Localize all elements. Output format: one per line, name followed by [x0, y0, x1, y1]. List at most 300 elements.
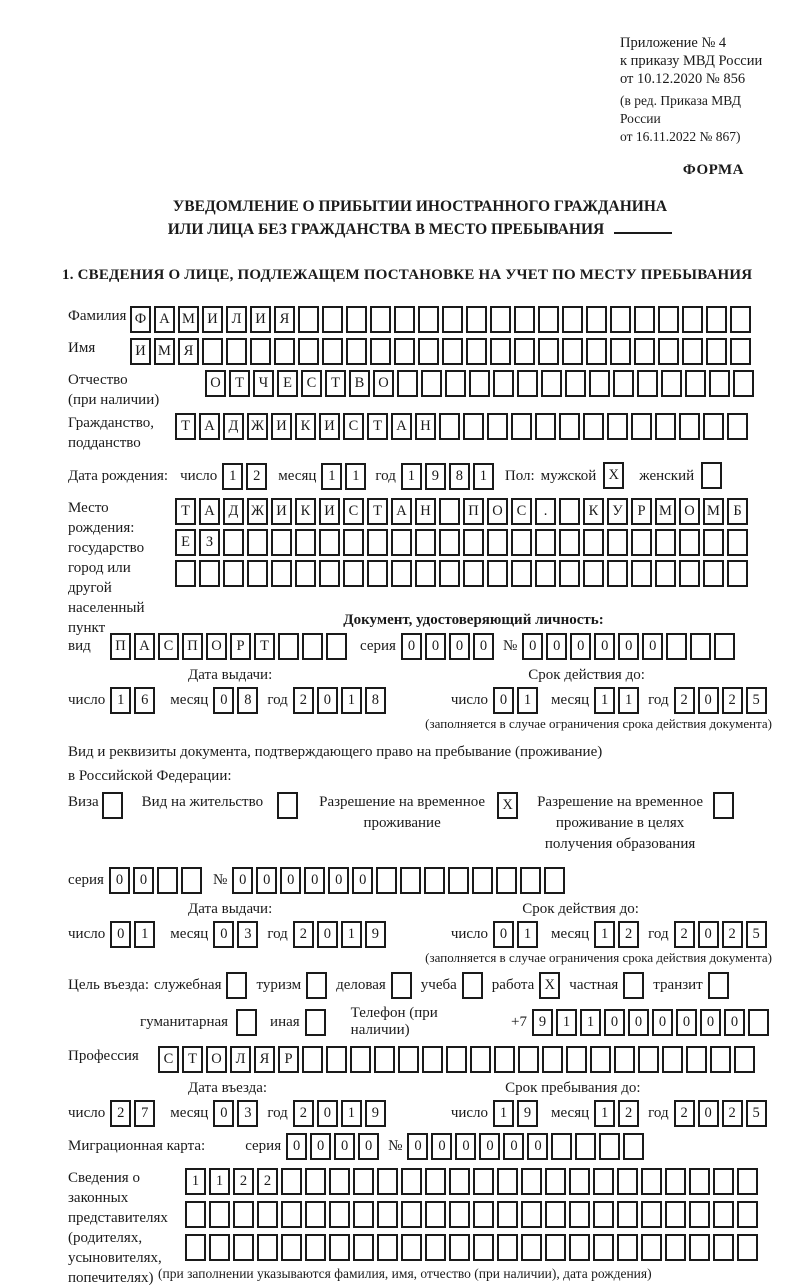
char-cell[interactable] [487, 560, 508, 587]
char-cell[interactable] [542, 1046, 563, 1073]
char-cell[interactable]: 0 [570, 633, 591, 660]
char-cell[interactable] [466, 338, 487, 365]
char-cell[interactable] [400, 867, 421, 894]
char-cell[interactable]: Б [727, 498, 748, 525]
char-cell[interactable] [583, 529, 604, 556]
char-cell[interactable] [665, 1168, 686, 1195]
char-cell[interactable] [569, 1234, 590, 1261]
checkbox-cell[interactable] [391, 972, 412, 999]
char-cell[interactable]: 0 [479, 1133, 500, 1160]
char-cell[interactable] [391, 529, 412, 556]
char-cell[interactable] [607, 529, 628, 556]
char-cell[interactable] [295, 560, 316, 587]
char-cell[interactable]: 1 [321, 463, 342, 490]
char-cell[interactable] [514, 306, 535, 333]
char-cell[interactable] [449, 1201, 470, 1228]
char-cell[interactable] [679, 529, 700, 556]
char-cell[interactable] [730, 306, 751, 333]
char-cell[interactable] [421, 370, 442, 397]
char-cell[interactable]: 7 [134, 1100, 155, 1127]
char-cell[interactable]: 0 [352, 867, 373, 894]
char-cell[interactable]: 0 [328, 867, 349, 894]
char-cell[interactable]: 1 [594, 1100, 615, 1127]
char-cell[interactable] [682, 306, 703, 333]
char-cell[interactable] [490, 338, 511, 365]
char-cell[interactable]: О [206, 633, 227, 660]
char-cell[interactable]: 9 [425, 463, 446, 490]
char-cell[interactable] [518, 1046, 539, 1073]
char-cell[interactable] [346, 306, 367, 333]
char-cell[interactable] [401, 1168, 422, 1195]
char-cell[interactable] [733, 370, 754, 397]
char-cell[interactable]: 2 [257, 1168, 278, 1195]
char-cell[interactable] [305, 1234, 326, 1261]
char-cell[interactable] [679, 413, 700, 440]
char-cell[interactable]: 0 [431, 1133, 452, 1160]
char-cell[interactable] [535, 413, 556, 440]
char-cell[interactable] [298, 306, 319, 333]
char-cell[interactable]: Т [175, 498, 196, 525]
char-cell[interactable] [521, 1168, 542, 1195]
residence-permit-checkbox[interactable] [277, 792, 301, 819]
char-cell[interactable]: Т [182, 1046, 203, 1073]
char-cell[interactable]: . [535, 498, 556, 525]
char-cell[interactable] [463, 560, 484, 587]
char-cell[interactable]: Л [226, 306, 247, 333]
char-cell[interactable] [593, 1201, 614, 1228]
char-cell[interactable]: А [391, 498, 412, 525]
char-cell[interactable]: Д [223, 413, 244, 440]
char-cell[interactable]: М [178, 306, 199, 333]
char-cell[interactable] [520, 867, 541, 894]
char-cell[interactable] [445, 370, 466, 397]
char-cell[interactable]: 0 [358, 1133, 379, 1160]
char-cell[interactable] [538, 306, 559, 333]
char-cell[interactable]: А [199, 498, 220, 525]
char-cell[interactable] [586, 306, 607, 333]
char-cell[interactable] [397, 370, 418, 397]
char-cell[interactable]: О [373, 370, 394, 397]
char-cell[interactable]: 0 [286, 1133, 307, 1160]
char-cell[interactable]: Р [631, 498, 652, 525]
char-cell[interactable]: 0 [455, 1133, 476, 1160]
char-cell[interactable] [247, 560, 268, 587]
char-cell[interactable]: 0 [546, 633, 567, 660]
char-cell[interactable] [401, 1201, 422, 1228]
char-cell[interactable] [470, 1046, 491, 1073]
char-cell[interactable]: С [158, 1046, 179, 1073]
char-cell[interactable] [607, 560, 628, 587]
char-cell[interactable] [497, 1201, 518, 1228]
char-cell[interactable]: А [134, 633, 155, 660]
char-cell[interactable] [631, 529, 652, 556]
char-cell[interactable]: 9 [532, 1009, 553, 1036]
char-cell[interactable] [319, 529, 340, 556]
char-cell[interactable] [544, 867, 565, 894]
checkbox-cell[interactable] [277, 792, 298, 819]
checkbox-cell[interactable]: X [497, 792, 518, 819]
char-cell[interactable] [302, 1046, 323, 1073]
checkbox-cell[interactable] [102, 792, 123, 819]
edu-permit-checkbox[interactable] [713, 792, 737, 819]
char-cell[interactable] [175, 560, 196, 587]
char-cell[interactable] [449, 1168, 470, 1195]
char-cell[interactable]: Т [367, 413, 388, 440]
char-cell[interactable]: 8 [237, 687, 258, 714]
char-cell[interactable]: 9 [517, 1100, 538, 1127]
char-cell[interactable]: 2 [246, 463, 267, 490]
char-cell[interactable] [442, 306, 463, 333]
char-cell[interactable]: 1 [580, 1009, 601, 1036]
char-cell[interactable] [439, 498, 460, 525]
study-checkbox[interactable] [462, 972, 486, 999]
char-cell[interactable] [401, 1234, 422, 1261]
char-cell[interactable] [545, 1168, 566, 1195]
char-cell[interactable] [472, 867, 493, 894]
char-cell[interactable] [329, 1168, 350, 1195]
transit-checkbox[interactable] [708, 972, 732, 999]
char-cell[interactable] [391, 560, 412, 587]
char-cell[interactable]: Р [230, 633, 251, 660]
char-cell[interactable]: А [391, 413, 412, 440]
char-cell[interactable] [613, 370, 634, 397]
char-cell[interactable]: 0 [425, 633, 446, 660]
char-cell[interactable]: 0 [698, 1100, 719, 1127]
char-cell[interactable] [638, 1046, 659, 1073]
char-cell[interactable] [463, 413, 484, 440]
char-cell[interactable]: 0 [628, 1009, 649, 1036]
checkbox-cell[interactable] [236, 1009, 257, 1036]
char-cell[interactable]: А [154, 306, 175, 333]
char-cell[interactable] [730, 338, 751, 365]
char-cell[interactable]: Ж [247, 413, 268, 440]
char-cell[interactable] [703, 529, 724, 556]
char-cell[interactable]: 0 [317, 1100, 338, 1127]
char-cell[interactable]: 0 [407, 1133, 428, 1160]
char-cell[interactable]: К [295, 413, 316, 440]
char-cell[interactable] [353, 1234, 374, 1261]
char-cell[interactable] [199, 560, 220, 587]
char-cell[interactable]: 0 [473, 633, 494, 660]
char-cell[interactable]: 0 [642, 633, 663, 660]
char-cell[interactable] [714, 633, 735, 660]
char-cell[interactable] [617, 1201, 638, 1228]
char-cell[interactable]: 2 [674, 687, 695, 714]
char-cell[interactable] [686, 1046, 707, 1073]
checkbox-cell[interactable] [713, 792, 734, 819]
char-cell[interactable]: 1 [134, 921, 155, 948]
char-cell[interactable] [685, 370, 706, 397]
char-cell[interactable] [343, 529, 364, 556]
char-cell[interactable] [374, 1046, 395, 1073]
char-cell[interactable] [302, 633, 323, 660]
char-cell[interactable] [575, 1133, 596, 1160]
char-cell[interactable]: 0 [110, 921, 131, 948]
char-cell[interactable] [473, 1234, 494, 1261]
char-cell[interactable]: И [202, 306, 223, 333]
char-cell[interactable] [247, 529, 268, 556]
char-cell[interactable] [209, 1201, 230, 1228]
char-cell[interactable] [511, 560, 532, 587]
char-cell[interactable] [607, 413, 628, 440]
char-cell[interactable] [748, 1009, 769, 1036]
char-cell[interactable]: 1 [341, 687, 362, 714]
char-cell[interactable]: 2 [618, 1100, 639, 1127]
char-cell[interactable] [415, 560, 436, 587]
char-cell[interactable]: 3 [237, 921, 258, 948]
char-cell[interactable]: 5 [746, 687, 767, 714]
char-cell[interactable]: 8 [449, 463, 470, 490]
char-cell[interactable] [469, 370, 490, 397]
char-cell[interactable] [223, 529, 244, 556]
char-cell[interactable]: 1 [345, 463, 366, 490]
char-cell[interactable] [425, 1234, 446, 1261]
char-cell[interactable] [706, 306, 727, 333]
char-cell[interactable] [586, 338, 607, 365]
char-cell[interactable]: 0 [652, 1009, 673, 1036]
char-cell[interactable] [350, 1046, 371, 1073]
char-cell[interactable] [538, 338, 559, 365]
char-cell[interactable]: В [349, 370, 370, 397]
char-cell[interactable]: 1 [110, 687, 131, 714]
char-cell[interactable]: 0 [700, 1009, 721, 1036]
char-cell[interactable] [233, 1201, 254, 1228]
char-cell[interactable] [590, 1046, 611, 1073]
char-cell[interactable] [559, 413, 580, 440]
char-cell[interactable]: 0 [449, 633, 470, 660]
char-cell[interactable] [473, 1201, 494, 1228]
char-cell[interactable] [727, 560, 748, 587]
char-cell[interactable] [737, 1168, 758, 1195]
char-cell[interactable]: 0 [676, 1009, 697, 1036]
char-cell[interactable] [298, 338, 319, 365]
char-cell[interactable] [202, 338, 223, 365]
char-cell[interactable] [658, 306, 679, 333]
char-cell[interactable] [658, 338, 679, 365]
char-cell[interactable] [593, 1168, 614, 1195]
char-cell[interactable]: И [130, 338, 151, 365]
char-cell[interactable] [370, 338, 391, 365]
char-cell[interactable]: 1 [594, 921, 615, 948]
char-cell[interactable]: О [205, 370, 226, 397]
char-cell[interactable] [727, 413, 748, 440]
char-cell[interactable] [637, 370, 658, 397]
char-cell[interactable]: 6 [134, 687, 155, 714]
char-cell[interactable] [424, 867, 445, 894]
char-cell[interactable]: 5 [746, 921, 767, 948]
char-cell[interactable]: С [301, 370, 322, 397]
char-cell[interactable]: Е [175, 529, 196, 556]
char-cell[interactable] [281, 1234, 302, 1261]
char-cell[interactable] [661, 370, 682, 397]
char-cell[interactable] [209, 1234, 230, 1261]
char-cell[interactable] [545, 1234, 566, 1261]
char-cell[interactable]: 0 [213, 1100, 234, 1127]
char-cell[interactable]: Т [325, 370, 346, 397]
char-cell[interactable] [257, 1201, 278, 1228]
char-cell[interactable] [599, 1133, 620, 1160]
char-cell[interactable]: И [271, 413, 292, 440]
char-cell[interactable] [278, 633, 299, 660]
char-cell[interactable] [631, 560, 652, 587]
char-cell[interactable] [655, 529, 676, 556]
char-cell[interactable]: Д [223, 498, 244, 525]
char-cell[interactable]: М [154, 338, 175, 365]
char-cell[interactable]: 1 [618, 687, 639, 714]
char-cell[interactable] [449, 1234, 470, 1261]
char-cell[interactable] [439, 413, 460, 440]
male-checkbox[interactable] [603, 462, 627, 489]
char-cell[interactable] [326, 633, 347, 660]
char-cell[interactable]: У [607, 498, 628, 525]
char-cell[interactable]: М [703, 498, 724, 525]
char-cell[interactable]: 0 [493, 687, 514, 714]
char-cell[interactable]: 1 [401, 463, 422, 490]
char-cell[interactable] [511, 413, 532, 440]
char-cell[interactable]: 1 [341, 1100, 362, 1127]
char-cell[interactable] [541, 370, 562, 397]
char-cell[interactable]: К [295, 498, 316, 525]
char-cell[interactable] [710, 1046, 731, 1073]
char-cell[interactable] [679, 560, 700, 587]
char-cell[interactable] [442, 338, 463, 365]
char-cell[interactable] [326, 1046, 347, 1073]
char-cell[interactable] [353, 1168, 374, 1195]
char-cell[interactable] [689, 1234, 710, 1261]
char-cell[interactable]: О [206, 1046, 227, 1073]
char-cell[interactable] [713, 1234, 734, 1261]
char-cell[interactable]: 9 [365, 1100, 386, 1127]
char-cell[interactable] [377, 1234, 398, 1261]
char-cell[interactable] [473, 1168, 494, 1195]
char-cell[interactable]: А [199, 413, 220, 440]
char-cell[interactable]: Т [254, 633, 275, 660]
humanitarian-checkbox[interactable] [236, 1009, 260, 1036]
business-checkbox[interactable] [391, 972, 415, 999]
char-cell[interactable] [353, 1201, 374, 1228]
char-cell[interactable]: О [679, 498, 700, 525]
char-cell[interactable] [439, 529, 460, 556]
char-cell[interactable] [376, 867, 397, 894]
char-cell[interactable] [281, 1168, 302, 1195]
char-cell[interactable] [487, 413, 508, 440]
char-cell[interactable]: 0 [317, 687, 338, 714]
char-cell[interactable] [487, 529, 508, 556]
char-cell[interactable]: О [487, 498, 508, 525]
char-cell[interactable] [593, 1234, 614, 1261]
char-cell[interactable]: 1 [341, 921, 362, 948]
char-cell[interactable] [559, 498, 580, 525]
char-cell[interactable]: И [319, 498, 340, 525]
char-cell[interactable] [418, 338, 439, 365]
char-cell[interactable] [157, 867, 178, 894]
char-cell[interactable]: П [463, 498, 484, 525]
char-cell[interactable] [329, 1234, 350, 1261]
char-cell[interactable] [631, 413, 652, 440]
char-cell[interactable] [418, 306, 439, 333]
char-cell[interactable] [559, 529, 580, 556]
char-cell[interactable]: 0 [604, 1009, 625, 1036]
char-cell[interactable] [322, 306, 343, 333]
char-cell[interactable] [727, 529, 748, 556]
char-cell[interactable] [559, 560, 580, 587]
work-checkbox[interactable] [539, 972, 563, 999]
char-cell[interactable]: Е [277, 370, 298, 397]
char-cell[interactable] [709, 370, 730, 397]
char-cell[interactable] [583, 413, 604, 440]
char-cell[interactable] [185, 1201, 206, 1228]
char-cell[interactable]: Я [178, 338, 199, 365]
char-cell[interactable] [446, 1046, 467, 1073]
char-cell[interactable]: 1 [493, 1100, 514, 1127]
char-cell[interactable] [706, 338, 727, 365]
char-cell[interactable]: 1 [594, 687, 615, 714]
checkbox-cell[interactable]: X [539, 972, 560, 999]
char-cell[interactable]: И [319, 413, 340, 440]
char-cell[interactable] [425, 1168, 446, 1195]
char-cell[interactable] [690, 633, 711, 660]
char-cell[interactable]: Ж [247, 498, 268, 525]
checkbox-cell[interactable] [306, 972, 327, 999]
checkbox-cell[interactable]: X [603, 462, 624, 489]
char-cell[interactable] [343, 560, 364, 587]
checkbox-cell[interactable] [623, 972, 644, 999]
char-cell[interactable] [662, 1046, 683, 1073]
char-cell[interactable] [589, 370, 610, 397]
female-checkbox[interactable] [701, 462, 725, 489]
char-cell[interactable] [634, 306, 655, 333]
char-cell[interactable]: Я [274, 306, 295, 333]
char-cell[interactable]: 0 [724, 1009, 745, 1036]
other-purpose-checkbox[interactable] [305, 1009, 329, 1036]
char-cell[interactable]: И [271, 498, 292, 525]
char-cell[interactable]: 0 [503, 1133, 524, 1160]
char-cell[interactable]: 1 [222, 463, 243, 490]
char-cell[interactable] [734, 1046, 755, 1073]
char-cell[interactable]: 2 [293, 687, 314, 714]
char-cell[interactable] [566, 1046, 587, 1073]
char-cell[interactable]: 0 [527, 1133, 548, 1160]
char-cell[interactable]: С [511, 498, 532, 525]
private-checkbox[interactable] [623, 972, 647, 999]
char-cell[interactable] [271, 529, 292, 556]
char-cell[interactable] [617, 1168, 638, 1195]
char-cell[interactable]: Ф [130, 306, 151, 333]
char-cell[interactable]: 0 [618, 633, 639, 660]
char-cell[interactable]: С [158, 633, 179, 660]
char-cell[interactable]: Ч [253, 370, 274, 397]
char-cell[interactable]: К [583, 498, 604, 525]
char-cell[interactable] [329, 1201, 350, 1228]
char-cell[interactable]: 0 [698, 687, 719, 714]
char-cell[interactable]: 1 [517, 921, 538, 948]
char-cell[interactable]: 2 [674, 921, 695, 948]
char-cell[interactable]: 0 [213, 687, 234, 714]
char-cell[interactable]: 0 [256, 867, 277, 894]
tourism-checkbox[interactable] [306, 972, 330, 999]
char-cell[interactable] [322, 338, 343, 365]
temp-permit-checkbox[interactable] [497, 792, 521, 819]
char-cell[interactable]: 0 [213, 921, 234, 948]
checkbox-cell[interactable] [708, 972, 729, 999]
char-cell[interactable] [422, 1046, 443, 1073]
char-cell[interactable] [250, 338, 271, 365]
char-cell[interactable] [583, 560, 604, 587]
char-cell[interactable] [521, 1201, 542, 1228]
char-cell[interactable]: 0 [133, 867, 154, 894]
checkbox-cell[interactable] [462, 972, 483, 999]
char-cell[interactable] [377, 1168, 398, 1195]
